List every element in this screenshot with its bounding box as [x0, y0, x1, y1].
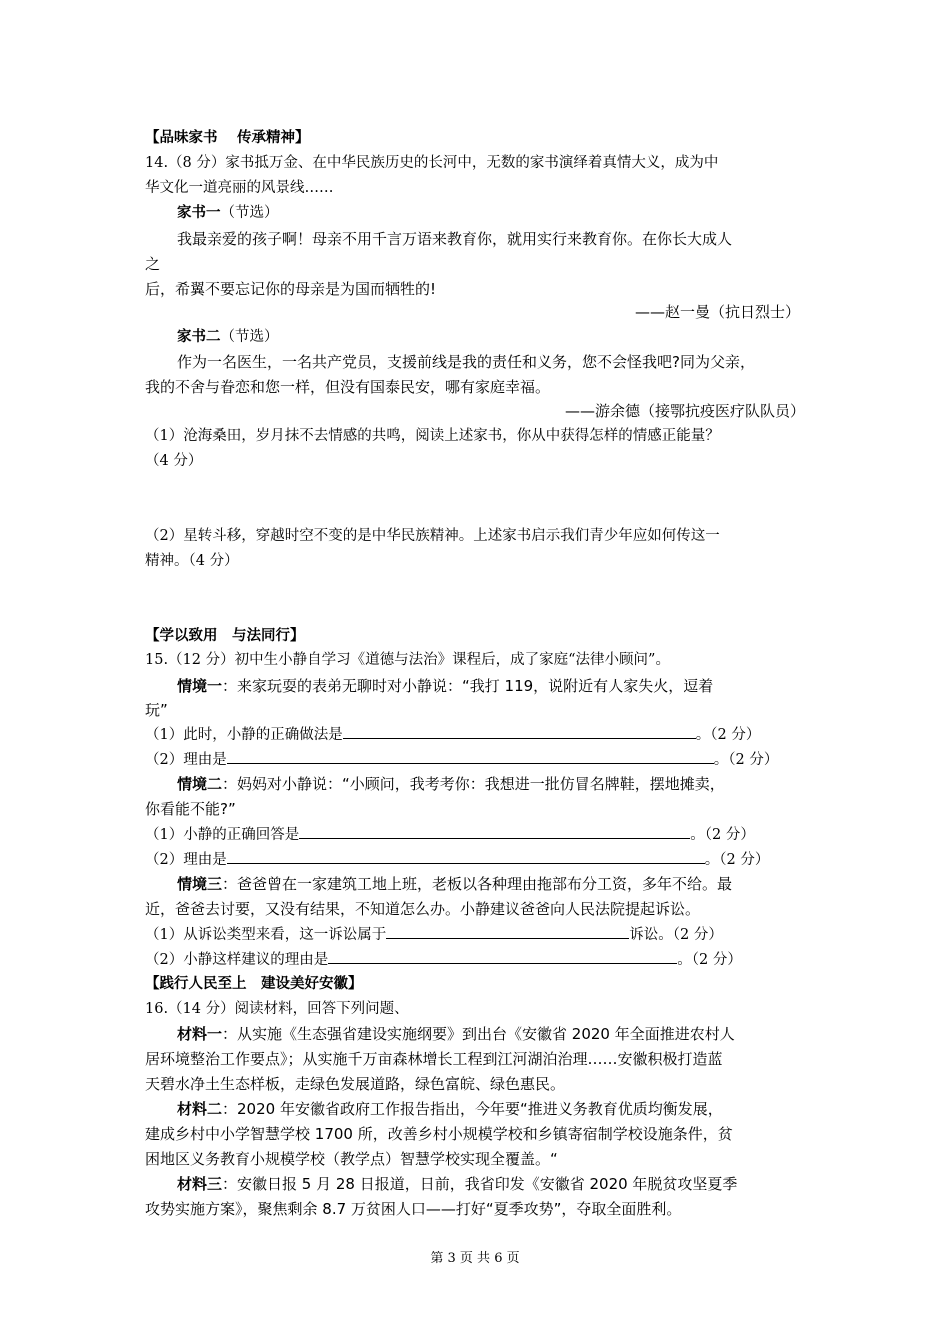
answer-blank[interactable]: [343, 724, 696, 739]
question-14-stem: 14.（8 分）家书抵万金、在中华民族历史的长河中，无数的家书演绎着真情大义，成为中: [145, 155, 719, 171]
letter-one-text: 我最亲爱的孩子啊！母亲不用千言万语来教育你，就用实行来教育你。在你长大成人: [177, 230, 733, 248]
scenario-one-text-cont: 玩”: [145, 701, 168, 719]
scenario-one: [177, 676, 713, 696]
question-14-part-2-cont: 精神。（4 分）: [145, 553, 239, 569]
scenario-three-text-cont: 近，爸爸去讨要，又没有结果，不知道怎么办。小静建议爸爸向人民法院提起诉讼。: [145, 900, 701, 918]
letter-one-label: 家书一: [177, 204, 221, 221]
page-number-footer: 第 3 页 共 6 页: [430, 1251, 520, 1266]
section-heading-family-letters: 【品味家书 传承精神】: [145, 129, 310, 146]
section-heading-law: 【学以致用 与法同行】: [145, 627, 305, 644]
answer-blank[interactable]: [386, 924, 629, 939]
section-heading-anhui: 【践行人民至上 建设美好安徽】: [145, 975, 363, 992]
material-one-label: 材料一: [177, 1025, 223, 1043]
scenario-two: [177, 774, 725, 794]
scenario-three: [177, 874, 732, 894]
scenario-three-q1: [145, 924, 723, 945]
material-three-text-cont: 攻势实施方案》，聚焦剩余 8.7 万贫困人口——打好“夏季攻势”，夺取全面胜利。: [145, 1200, 682, 1218]
material-three: [177, 1174, 737, 1194]
letter-one-title: [177, 203, 279, 223]
letter-two-text: 作为一名医生，一名共产党员，支援前线是我的责任和义务，您不会怪我吧?同为父亲，: [177, 353, 755, 371]
scenario-two-q2-score: 。（2 分）: [704, 852, 770, 868]
material-three-text: ：安徽日报 5 月 28 日报道，日前，我省印发《安徽省 2020 年脱贫攻坚夏季: [222, 1175, 738, 1193]
scenario-two-q2-label: （2）理由是: [145, 852, 227, 868]
letter-two-title: [177, 327, 279, 347]
question-14-stem-cont: 华文化一道亮丽的风景线……: [145, 180, 334, 196]
letter-one-text-cont: 之: [145, 255, 161, 273]
scenario-three-q1-label: （1）从诉讼类型来看，这一诉讼属于: [145, 927, 387, 943]
scenario-three-label: 情境三: [177, 875, 223, 893]
material-two: [177, 1099, 723, 1119]
answer-blank[interactable]: [227, 849, 705, 864]
answer-blank[interactable]: [328, 949, 677, 964]
scenario-three-q2-label: （2）小静这样建议的理由是: [145, 952, 329, 968]
material-one-text-cont: 居环境整治工作要点》；从实施千万亩森林增长工程到江河湖泊治理……安徽积极打造蓝: [145, 1050, 723, 1068]
letter-two-note: （节选）: [220, 329, 279, 345]
question-15-stem: 15.（12 分）初中生小静自学习《道德与法治》课程后，成了家庭“法律小顾问”。: [145, 652, 670, 668]
scenario-two-q2: [145, 849, 769, 870]
scenario-three-q2-score: 。（2 分）: [677, 952, 742, 968]
scenario-one-text: ：来家玩耍的表弟无聊时对小静说：“我打 119，说附近有人家失火，逗着: [222, 677, 714, 695]
scenario-one-q2-label: （2）理由是: [145, 752, 227, 768]
question-14-part-1: （1）沧海桑田，岁月抹不去情感的共鸣，阅读上述家书，你从中获得怎样的情感正能量？: [145, 428, 720, 444]
scenario-three-text: ：爸爸曾在一家建筑工地上班，老板以各种理由拖部布分工资，多年不给。最: [222, 875, 733, 893]
scenario-two-q1: [145, 824, 755, 845]
letter-two-label: 家书二: [177, 328, 221, 345]
material-one-text-end: 天碧水净土生态样板，走绿色发展道路，绿色富皖、绿色惠民。: [145, 1075, 566, 1093]
scenario-one-q1: [145, 724, 760, 745]
answer-blank[interactable]: [299, 824, 690, 839]
question-14-part-2: （2）星转斗移，穿越时空不变的是中华民族精神。上述家书启示我们青少年应如何传这一: [145, 528, 720, 544]
scenario-two-text-cont: 你看能不能?”: [145, 800, 236, 818]
letter-one-note: （节选）: [220, 205, 279, 221]
letter-one-signature: ——赵一曼（抗日烈士）: [634, 303, 800, 321]
material-three-label: 材料三: [177, 1175, 223, 1193]
letter-two-text-cont: 我的不舍与眷恋和您一样，但没有国泰民安，哪有家庭幸福。: [145, 378, 551, 396]
scenario-one-q1-label: （1）此时，小静的正确做法是: [145, 727, 343, 743]
material-one-text: ：从实施《生态强省建设实施纲要》到出台《安徽省 2020 年全面推进农村人: [222, 1025, 735, 1043]
question-14-part-1-score: （4 分）: [145, 453, 203, 469]
material-two-text-cont: 建成乡村中小学智慧学校 1700 所，改善乡村小规模学校和乡镇寄宿制学校设施条件，贫: [145, 1125, 733, 1143]
scenario-two-label: 情境二: [177, 775, 223, 793]
scenario-one-q2: [145, 749, 778, 770]
question-16-stem: 16.（14 分）阅读材料，回答下列问题、: [145, 1001, 409, 1017]
scenario-two-text: ：妈妈对小静说：“小顾问，我考考你：我想进一批仿冒名牌鞋，摆地摊卖，: [222, 775, 725, 793]
scenario-two-q1-label: （1）小静的正确回答是: [145, 827, 300, 843]
letter-one-text-end: 后，希翼不要忘记你的母亲是为国而牺牲的!: [145, 280, 437, 298]
letter-two-signature: ——游余德（接鄂抗疫医疗队队员）: [564, 402, 805, 420]
scenario-one-label: 情境一: [177, 677, 223, 695]
material-one: [177, 1024, 735, 1044]
answer-blank[interactable]: [227, 749, 714, 764]
material-two-text: ：2020 年安徽省政府工作报告指出，今年要“推进义务教育优质均衡发展，: [222, 1100, 723, 1118]
scenario-one-q2-score: 。（2 分）: [713, 752, 779, 768]
scenario-three-q2: [145, 949, 742, 970]
material-two-text-end: 困地区义务教育小规模学校（教学点）智慧学校实现全覆盖。“: [145, 1150, 558, 1168]
scenario-three-q1-score: 诉讼。（2 分）: [629, 927, 723, 943]
scenario-two-q1-score: 。（2 分）: [690, 827, 755, 843]
material-two-label: 材料二: [177, 1100, 223, 1118]
scenario-one-q1-score: 。（2 分）: [695, 727, 761, 743]
